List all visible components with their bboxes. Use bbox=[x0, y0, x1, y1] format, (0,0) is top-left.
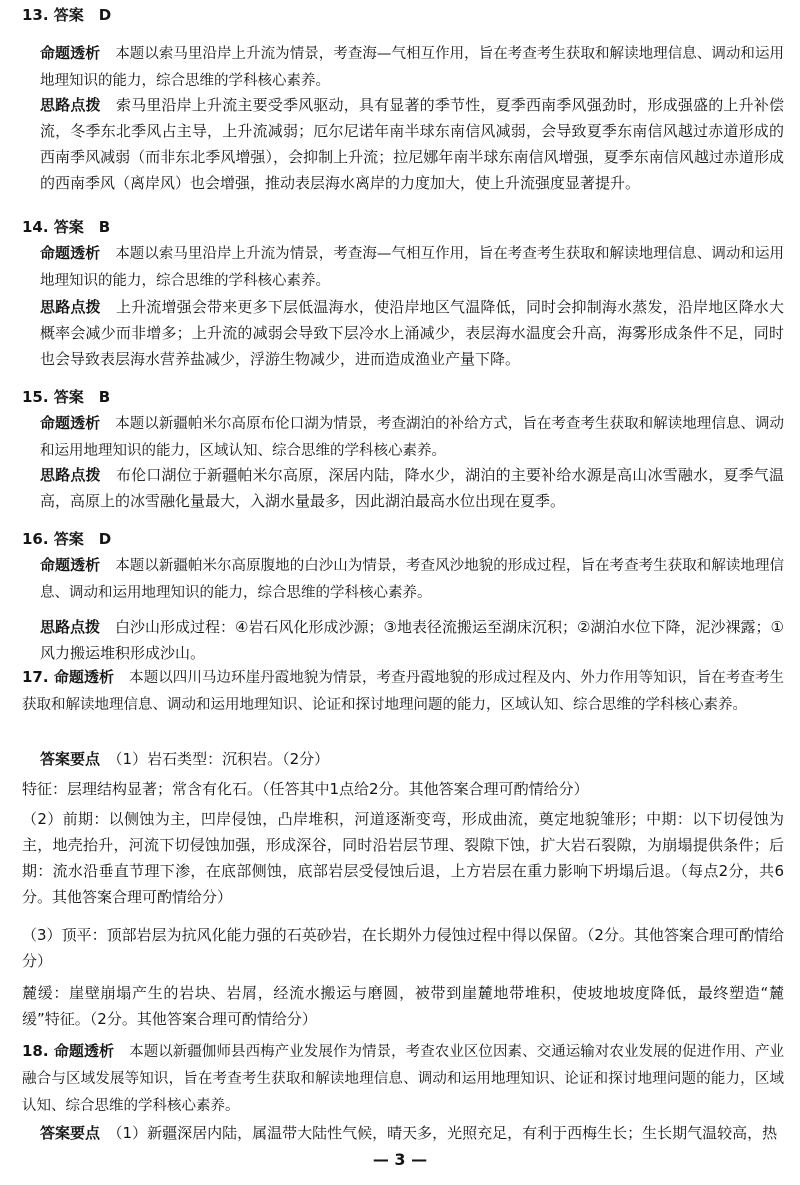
q13-analysis-text: 本题以索马里沿岸上升流为情景，考查海—气相互作用，旨在考查考生获取和解读地理信息、调动和运用地理知识的能力，综合思维的学科核心素养。 bbox=[40, 46, 784, 89]
q17-answer-p3: （2）前期：以侧蚀为主，凹岸侵蚀，凸岸堆积，河道逐渐变弯，形成曲流，奠定地貌雏形；中期：以下切侵蚀为主，地壳抬升，河流下切侵蚀加强，形成深谷，同时沿岩层节理、裂隙下蚀，扩大岩石裂隙，为崩塌提供条件；后期：流水沿垂直节理下渗，在底部侧蚀，底部岩层受侵蚀后退，上方岩层在重力影响下坍塌后退。（每点2分，共6分。其他答案合理可酌情给分） bbox=[22, 810, 784, 906]
q17-analysis bbox=[22, 664, 784, 718]
q15-analysis-label: 命题透析 bbox=[40, 414, 101, 432]
q13-hint-label: 思路点拨 bbox=[40, 96, 101, 114]
q13-analysis-label: 命题透析 bbox=[40, 44, 101, 62]
q14-heading: 14. 答案 B bbox=[22, 218, 111, 236]
q17-answer-label: 答案要点 bbox=[40, 750, 101, 768]
q13-heading: 13. 答案 D bbox=[22, 6, 112, 24]
q14-analysis bbox=[40, 240, 784, 294]
q14-hint-text: 上升流增强会带来更多下层低温海水，使沿岸地区气温降低，同时会抑制海水蒸发，沿岸地区降水大概率会减少而非增多；上升流的减弱会导致下层冷水上涌减少，表层海水温度会升高，海雾形成条件不足，同时也会导致表层海水营养盐减少，浮游生物减少，进而造成渔业产量下降。 bbox=[40, 298, 784, 368]
page-number: — 3 — bbox=[372, 1150, 428, 1169]
q14-hint-label: 思路点拨 bbox=[40, 298, 101, 316]
q15-analysis-text: 本题以新疆帕米尔高原布伦口湖为情景，考查湖泊的补给方式，旨在考查考生获取和解读地理信息、调动和运用地理知识的能力，区域认知、综合思维的学科核心素养。 bbox=[40, 416, 784, 459]
q15-hint-text: 布伦口湖位于新疆帕米尔高原，深居内陆，降水少，湖泊的主要补给水源是高山冰雪融水，夏季气温高，高原上的冰雪融化量最大，入湖水量最多，因此湖泊最高水位出现在夏季。 bbox=[40, 466, 784, 510]
q14-hint bbox=[40, 294, 784, 372]
q18-heading: 18. 命题透析 bbox=[22, 1042, 115, 1060]
q18-analysis-text: 本题以新疆伽师县西梅产业发展作为情景，考查农业区位因素、交通运输对农业发展的促进作用、产业融合与区域发展等知识，旨在考查考生获取和解读地理信息、调动和运用地理知识、论证和探讨地理问题的能力，区域认知、综合思维的学科核心素养。 bbox=[22, 1044, 785, 1114]
q16-hint-text: 白沙山形成过程：④岩石风化形成沙源；③地表径流搬运至湖床沉积；②湖泊水位下降，泥沙裸露；①风力搬运堆积形成沙山。 bbox=[40, 618, 784, 662]
q15-heading: 15. 答案 B bbox=[22, 388, 111, 406]
q13-analysis bbox=[40, 40, 784, 94]
q14-analysis-label: 命题透析 bbox=[40, 244, 101, 262]
q15-analysis bbox=[40, 410, 784, 464]
q13-hint-text: 索马里沿岸上升流主要受季风驱动，具有显著的季节性，夏季西南季风强劲时，形成强盛的上升补偿流，冬季东北季风占主导，上升流减弱；厄尔尼诺年南半球东南信风减弱，会导致夏季东南信风越过赤道形成的西南季风减弱（而非东北季风增强），会抑制上升流；拉尼娜年南半球东南信风增强，夏季东南信风越过赤道形成的西南季风（离岸风）也会增强，推动表层海水离岸的力度加大，使上升流强度显著提升。 bbox=[40, 96, 784, 192]
q16-analysis-text: 本题以新疆帕米尔高原腹地的白沙山为情景，考查风沙地貌的形成过程，旨在考查考生获取和解读地理信息、调动和运用地理知识的能力，综合思维的学科核心素养。 bbox=[40, 558, 784, 601]
q15-hint bbox=[40, 462, 784, 514]
q18-answer-1 bbox=[40, 1120, 784, 1146]
q16-analysis bbox=[40, 552, 784, 606]
q16-hint bbox=[40, 614, 784, 666]
q17-heading: 17. 命题透析 bbox=[22, 668, 115, 686]
q15-hint-label: 思路点拨 bbox=[40, 466, 101, 484]
q17-analysis-text: 本题以四川马边环崖丹霞地貌为情景，考查丹霞地貌的形成过程及内、外力作用等知识，旨在考查考生获取和解读地理信息、调动和运用地理知识、论证和探讨地理问题的能力，区域认知、综合思维的学科核心素养。 bbox=[22, 670, 785, 713]
q16-analysis-label: 命题透析 bbox=[40, 556, 101, 574]
q17-answer-p4: （3）顶平：顶部岩层为抗风化能力强的石英砂岩，在长期外力侵蚀过程中得以保留。（2分。其他答案合理可酌情给分） bbox=[22, 926, 784, 970]
q18-answer-p1: （1）新疆深居内陆，属温带大陆性气候，晴天多，光照充足，有利于西梅生长；生长期气温较高，热 bbox=[115, 1124, 778, 1142]
q17-answer-p2: 特征：层理结构显著；常含有化石。（任答其中1点给2分。其他答案合理可酌情给分） bbox=[22, 780, 589, 798]
q18-analysis bbox=[22, 1038, 784, 1119]
q17-answer-p5: 麓缓：崖壁崩塌产生的岩块、岩屑，经流水搬运与磨圆，被带到崖麓地带堆积，使坡地坡度降低，最终塑造“麓缓”特征。（2分。其他答案合理可酌情给分） bbox=[22, 984, 784, 1028]
q16-hint-label: 思路点拨 bbox=[40, 618, 101, 636]
q14-analysis-text: 本题以索马里沿岸上升流为情景，考查海—气相互作用，旨在考查考生获取和解读地理信息、调动和运用地理知识的能力，综合思维的学科核心素养。 bbox=[40, 246, 784, 289]
q18-answer-label: 答案要点 bbox=[40, 1124, 101, 1142]
q16-heading: 16. 答案 D bbox=[22, 530, 112, 548]
q13-hint bbox=[40, 92, 784, 196]
q17-answer-1 bbox=[40, 746, 784, 772]
q17-answer-p1: （1）岩石类型：沉积岩。（2分） bbox=[115, 750, 330, 768]
